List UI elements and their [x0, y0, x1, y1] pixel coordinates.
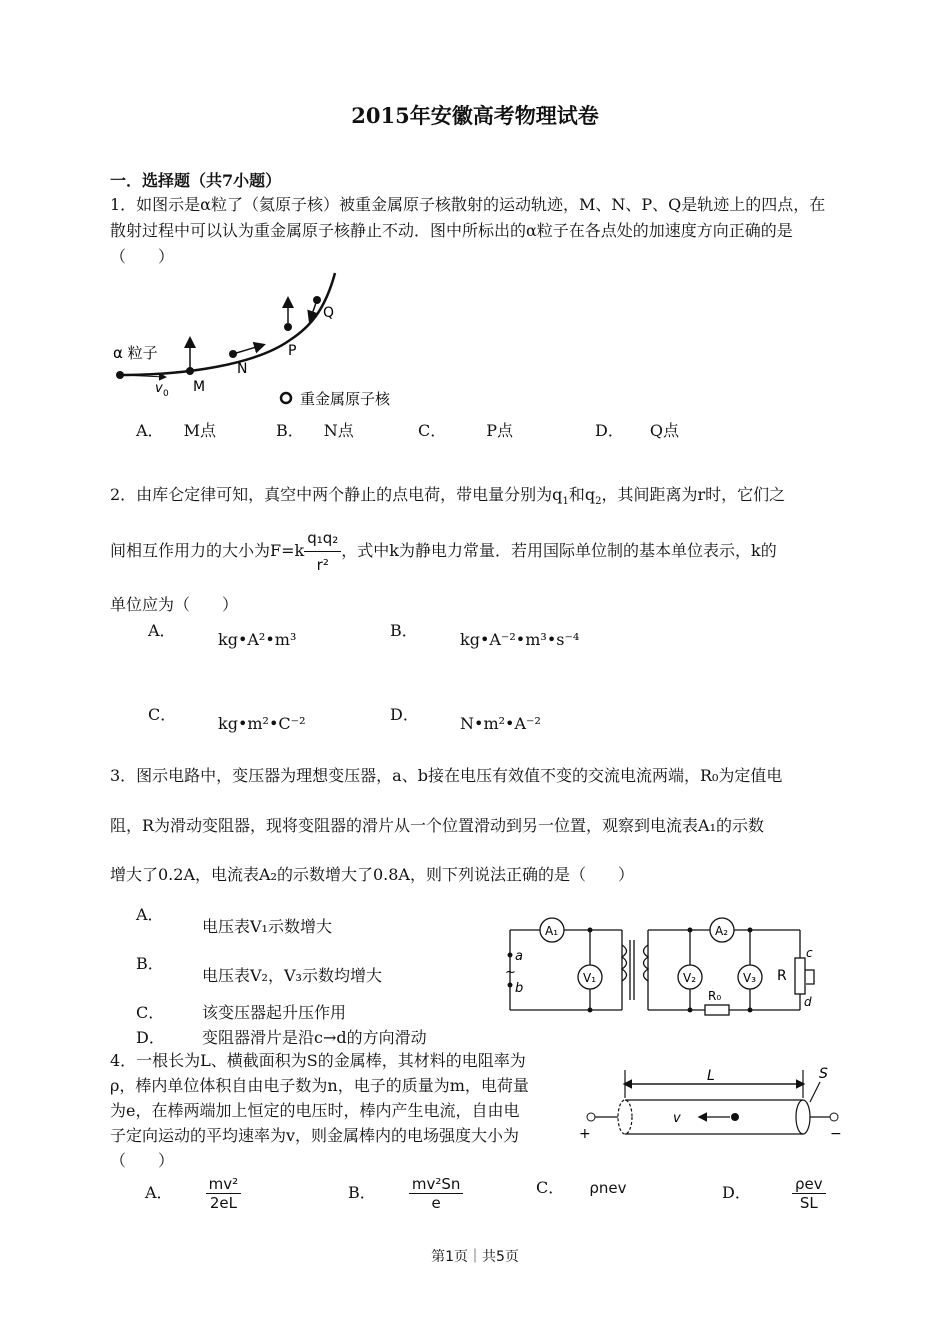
- q4-option-d: D． $\frac{\text{ρev}}{SL}$: [722, 1175, 826, 1212]
- q1-stem: 1．如图示是α粒了（氦原子核）被重金属原子核散射的运动轨迹，M、N、P、Q是轨迹上的四点，在散射过程中可以认为重金属原子核静止不动．图中所标出的α粒子在各点处的加速度方向正确的是（ ）: [110, 195, 826, 266]
- q2-line3: 单位应为（ ）: [110, 595, 239, 614]
- q3-line3: 增大了0.2A，电流表A₂的示数增大了0.8A，则下列说法正确的是（ ）: [110, 865, 634, 884]
- nucleus-label: 重金属原子核: [300, 390, 391, 408]
- d-label: d: [804, 995, 812, 1009]
- q2-option-c-letter: C．: [148, 705, 177, 724]
- q1-figure: [105, 265, 425, 415]
- q4-option-c: C． ρnev: [536, 1178, 627, 1197]
- q3-line1: 3．图示电路中，变压器为理想变压器，a、b接在电压有效值不变的交流电流两端，R₀为定值电: [110, 766, 783, 785]
- M-label: M: [193, 379, 206, 395]
- q4-option-a: A． $\frac{\text{mv²}}{2eL}$: [145, 1175, 241, 1212]
- a2-label: A₂: [715, 924, 729, 938]
- N-accel-arrow: [233, 345, 263, 354]
- q3-option-d-text: 变阻器滑片是沿c→d的方向滑动: [202, 1028, 427, 1047]
- v-label: v: [673, 1111, 681, 1126]
- q4-stem: 4．一根长为L、横截面积为S的金属棒，其材料的电阻率为 ρ，棒内单位体积自由电子数为n，电子的质量为m，电荷量 为e，在棒两端加上恒定的电压时，棒内产生电流，自由电 子定向运动的平均速率为v，则金属棒内的电场强度大小为 （ ）: [110, 1051, 529, 1170]
- q2-option-a-text: kg•A²•m³: [218, 630, 297, 649]
- terminal-b-label: b: [515, 981, 524, 996]
- rheostat-r: [795, 958, 805, 994]
- P-label: P: [288, 343, 297, 359]
- v1-label: V₁: [583, 971, 597, 985]
- N-label: N: [237, 361, 248, 377]
- ac-symbol: ~: [505, 965, 516, 980]
- a1-label: A₁: [545, 924, 559, 938]
- q2-option-d-letter: D．: [390, 705, 419, 724]
- q3-circuit-figure: [500, 910, 830, 1030]
- q3-option-b-text: 电压表V₂，V₃示数均增大: [202, 966, 382, 985]
- coulomb-fraction: $\frac{\text{q₁q₂}}{\text{r²}}$: [304, 525, 341, 578]
- page-title: 2015年安徽高考物理试卷: [351, 103, 599, 128]
- q2-option-a-letter: A．: [148, 621, 176, 640]
- L-label: L: [707, 1068, 715, 1084]
- page-footer: 第1页｜共5页: [431, 1249, 519, 1265]
- q3-line2: 阻，R为滑动变阻器，现将变阻器的滑片从一个位置滑动到另一位置，观察到电流表A₁的示数: [110, 816, 765, 835]
- q1-option-a: A． M点: [136, 421, 216, 440]
- q3-option-d-letter: D．: [136, 1028, 165, 1047]
- q1-option-b: B． N点: [276, 421, 354, 440]
- q2-option-b-letter: B．: [390, 621, 418, 640]
- q4-option-b: B． $\frac{\text{mv²Sn}}{e}$: [348, 1175, 463, 1212]
- q2-option-c-text: kg•m²•C⁻²: [218, 714, 306, 733]
- plus-label: +: [579, 1126, 591, 1142]
- Q-label: Q: [323, 305, 335, 321]
- alpha-label: α 粒子: [113, 344, 158, 362]
- v-sub-label: 0: [163, 389, 169, 399]
- resistor-r0: [705, 1005, 729, 1015]
- q3-option-a-text: 电压表V₁示数增大: [202, 917, 332, 936]
- q1-option-d: D． Q点: [595, 421, 679, 440]
- minus-label: −: [830, 1126, 842, 1142]
- q2-option-d-text: N•m²•A⁻²: [460, 714, 541, 733]
- v3-label: V₃: [743, 971, 757, 985]
- q3-option-c-letter: C．: [136, 1003, 165, 1022]
- v2-label: V₂: [683, 971, 697, 985]
- q3-option-b-letter: B．: [136, 954, 164, 973]
- q2-line1: 2．由库仑定律可知，真空中两个静止的点电荷，带电量分别为$q_1$和$q_2$，其间距离为r时，它们之: [110, 485, 786, 508]
- section-heading: 一．选择题（共7小题）: [110, 171, 282, 190]
- terminal-a-label: a: [515, 949, 523, 964]
- q3-option-c-text: 该变压器起升压作用: [202, 1003, 347, 1022]
- nucleus-icon: [281, 393, 291, 403]
- q1-option-c: C． P点: [418, 421, 514, 440]
- r0-label: R₀: [708, 989, 722, 1003]
- q3-option-a-letter: A．: [136, 905, 164, 924]
- v-label: v: [155, 381, 163, 396]
- c-label: c: [806, 946, 813, 960]
- q2-line2: 间相互作用力的大小为F=k $\frac{\text{q₁q₂}}{\text{r²}}$ ，式中k为静电力常量．若用国际单位制的基本单位表示，k的: [110, 525, 840, 578]
- S-label: S: [819, 1066, 828, 1082]
- q2-option-b-text: kg•A⁻²•m³•s⁻⁴: [460, 630, 580, 649]
- r-label: R: [777, 968, 787, 984]
- q4-rod-figure: [575, 1062, 850, 1147]
